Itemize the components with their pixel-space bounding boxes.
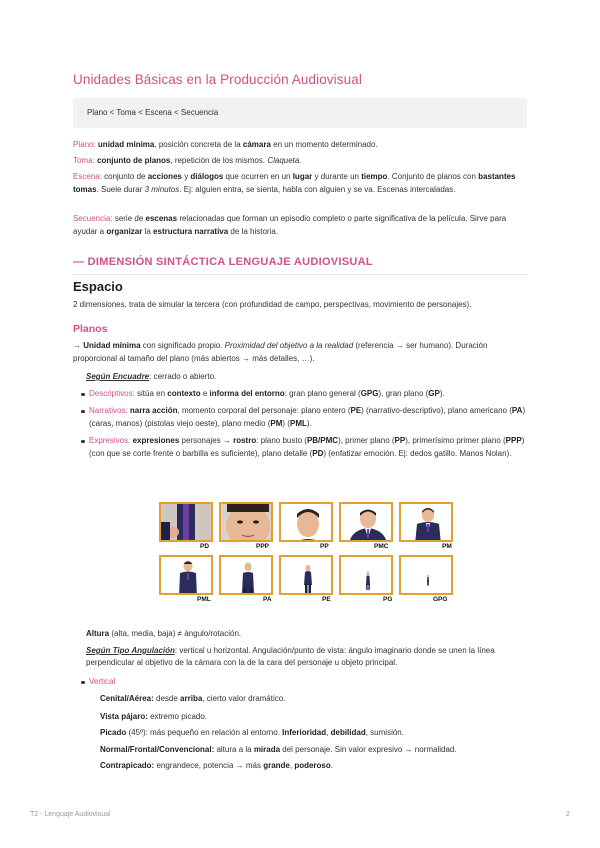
- vertical-contrapicado: Contrapicado: engrandece, potencia → más grande, poderoso.: [100, 761, 333, 770]
- hand-icon: [161, 504, 213, 542]
- head-icon: [281, 504, 333, 542]
- figure-icon: [281, 557, 333, 595]
- footer-doc-title: T2 - Lenguaje Audiovisual: [30, 811, 111, 818]
- def-toma: Toma: conjunto de planos, repetición de los mismos. Claqueta.: [73, 156, 302, 165]
- figure-icon: [401, 557, 453, 595]
- angulacion-text: Según Tipo Angulación: vertical u horizontal. Angulación/punto de vista: ángulo imaginario donde se unen la línea perpendicular al objetivo de la cámara con la de la cara del personaje u objeto principal.: [86, 646, 495, 667]
- shot-frame-ppp: [219, 502, 273, 542]
- shot-frame-pd: [159, 502, 213, 542]
- espacio-text: 2 dimensiones, trata de simular la tercera (con profundidad de campo, perspectivas, movimiento de personajes).: [73, 300, 472, 309]
- bullet-descriptivos: Descriptivos: sitúa en contexto e informa del entorno: gran plano general (GPG), gran plano (GP).: [89, 388, 529, 401]
- vertical-normal: Normal/Frontal/Convencional: altura a la mirada del personaje. Sin valor expresivo → normalidad.: [100, 745, 457, 754]
- shot-frame-pm: [399, 502, 453, 542]
- shot-frame-pg: [339, 555, 393, 595]
- figure-icon: [161, 557, 213, 595]
- vertical-vista-pajaro: Vista pájaro: extremo picado.: [100, 712, 208, 721]
- shot-label-pmc: PMC: [374, 543, 389, 550]
- figure-icon: [341, 557, 393, 595]
- vertical-picado: Picado (45º): más pequeño en relación al entorno. Inferioridad, debilidad, sumisión.: [100, 728, 404, 737]
- shot-frame-gpg: [399, 555, 453, 595]
- bullet-narrativos: Narrativos: narra acción, momento corporal del personaje: plano entero (PE) (narrativo-descriptivo), plano americano (PA) (caras, manos) (pistolas viejo oeste), plano medio (PM) (PML).: [89, 405, 529, 430]
- encuadre-label: Según Encuadre: cerrado o abierto.: [86, 372, 217, 381]
- shot-frame-pml: [159, 555, 213, 595]
- callout-text: Plano < Toma < Escena < Secuencia: [87, 108, 219, 117]
- figure-icon: [221, 557, 273, 595]
- def-plano: Plano: unidad mínima, posición concreta de la cámara en un momento determinado.: [73, 140, 378, 149]
- shot-frame-pp: [279, 502, 333, 542]
- medium-shot-icon: [401, 504, 453, 542]
- shot-label-pp: PP: [320, 543, 329, 550]
- bullet-vertical: Vertical: [89, 676, 529, 689]
- vertical-cenital: Cenital/Aérea: desde arriba, cierto valor dramático.: [100, 694, 286, 703]
- shot-label-pml: PML: [197, 596, 211, 603]
- def-secuencia: Secuencia: serie de escenas relacionadas que forman un episodio completo o parte significativa de la película. Sirve para ayudar a organizar la estructura narrativa de la historia.: [73, 214, 507, 236]
- page-title: Unidades Básicas en la Producción Audiovisual: [73, 72, 362, 87]
- section-divider: [73, 274, 527, 275]
- planos-heading: Planos: [73, 323, 108, 335]
- shot-label-pd: PD: [200, 543, 210, 550]
- shot-label-pm: PM: [442, 543, 452, 550]
- def-escena: Escena: conjunto de acciones y diálogos que ocurren en un lugar y durante un tiempo. Conjunto de planos con bastantes tomas. Suele durar 3 minutos. Ej: alguien entra, se sienta, habla con alguien y se va. Escenas intercaladas.: [73, 172, 516, 194]
- shot-label-pe: PE: [322, 596, 331, 603]
- planos-intro: → Unidad mínima con significado propio. Proximidad del objetivo a la realidad (referencia → ser humano). Duración proporcional al tamaño del plano (más abiertos → más detalles, …).: [73, 341, 488, 363]
- bust-icon: [341, 504, 393, 542]
- shot-label-pa: PA: [263, 596, 272, 603]
- shot-frame-pa: [219, 555, 273, 595]
- espacio-heading: Espacio: [73, 279, 123, 294]
- footer-page-number: 2: [566, 811, 570, 818]
- altura-text: Altura (alta, media, baja) ≠ ángulo/rotación.: [86, 629, 242, 638]
- shot-label-ppp: PPP: [256, 543, 270, 550]
- bullet-expresivos: Expresivos: expresiones personajes → rostro: plano busto (PB/PMC), primer plano (PP), primerísimo primer plano (PPP) (con que se corte frente o barbilla es suficiente), plano detalle (PD) (enfatizar emoción. Ej: dedos gatillo. Manos Nolan).: [89, 435, 529, 460]
- face-closeup-icon: [221, 504, 273, 542]
- shot-label-gpg: GPG: [433, 596, 448, 603]
- section-heading: — DIMENSIÓN SINTÁCTICA LENGUAJE AUDIOVISUAL: [73, 256, 373, 268]
- shot-label-pg: PG: [383, 596, 393, 603]
- hierarchy-callout: [73, 98, 527, 128]
- shot-frame-pmc: [339, 502, 393, 542]
- shot-frame-pe: [279, 555, 333, 595]
